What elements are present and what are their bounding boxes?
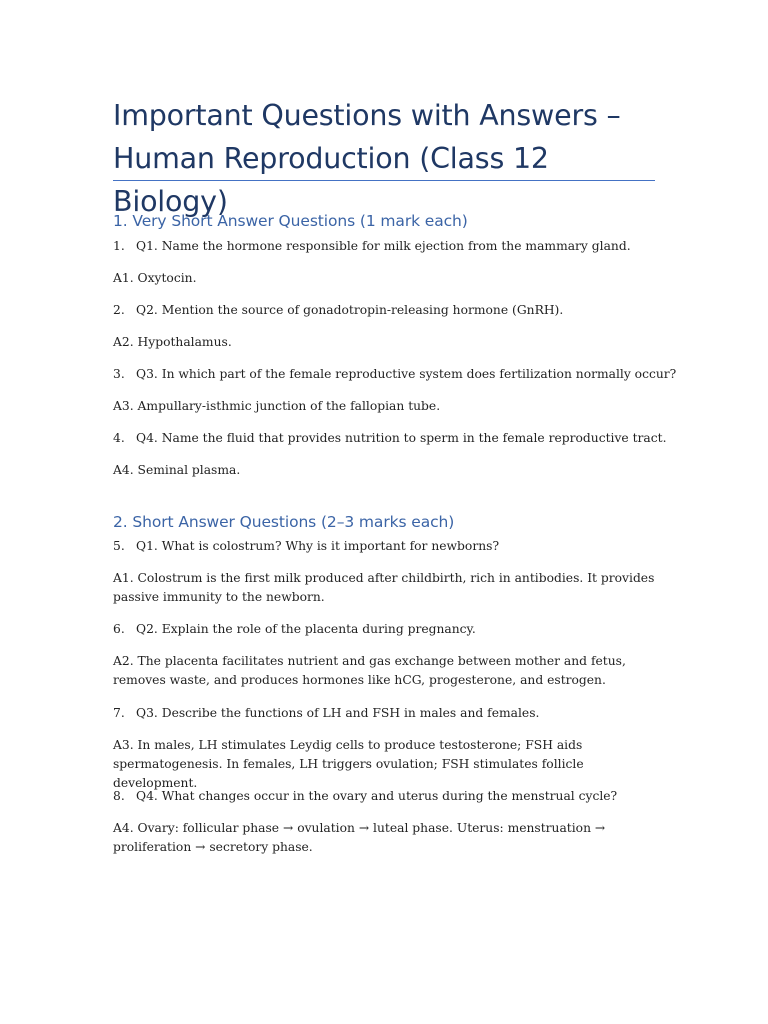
question-text: Q1. Name the hormone responsible for milk ejection from the mammary gland. (136, 239, 631, 253)
question-number: 5. (113, 539, 125, 553)
question-item (113, 537, 499, 556)
question-text: Q4. What changes occur in the ovary and uterus during the menstrual cycle? (136, 789, 618, 803)
title-underline (113, 180, 655, 181)
question-item (113, 237, 631, 256)
answer-text: A3. Ampullary-isthmic junction of the fallopian tube. (113, 399, 441, 413)
question-item (113, 365, 676, 384)
document-title: Important Questions with Answers – Human Reproduction (Class 12 Biology) (113, 99, 621, 218)
question-number: 6. (113, 622, 125, 636)
question-text: Q3. In which part of the female reproductive system does fertilization normally occur? (136, 367, 677, 381)
question-number: 8. (113, 789, 125, 803)
answer-text: A3. In males, LH stimulates Leydig cells to produce testosterone; FSH aids spermatogenesis. In females, LH triggers ovulation; FSH stimulates follicle development. (113, 738, 584, 790)
answer-text: A4. Seminal plasma. (113, 463, 241, 477)
question-item (113, 704, 539, 723)
question-item (113, 429, 666, 448)
question-text: Q3. Describe the functions of LH and FSH in males and females. (136, 706, 540, 720)
section-heading-very-short: 1. Very Short Answer Questions (1 mark each) (113, 212, 468, 230)
answer-text: A1. Colostrum is the first milk produced after childbirth, rich in antibodies. It provides passive immunity to the newborn. (113, 571, 655, 604)
question-text: Q2. Mention the source of gonadotropin-releasing hormone (GnRH). (136, 303, 564, 317)
question-item (113, 301, 563, 320)
question-number: 4. (113, 431, 125, 445)
section-heading-short: 2. Short Answer Questions (2–3 marks each) (113, 513, 455, 531)
question-number: 3. (113, 367, 125, 381)
question-number: 1. (113, 239, 125, 253)
question-item (113, 787, 617, 806)
answer-text: A4. Ovary: follicular phase → ovulation → luteal phase. Uterus: menstruation → proliferation → secretory phase. (113, 821, 606, 854)
question-text: Q2. Explain the role of the placenta during pregnancy. (136, 622, 476, 636)
answer-text: A2. Hypothalamus. (113, 335, 232, 349)
answer-text: A1. Oxytocin. (113, 271, 197, 285)
question-text: Q1. What is colostrum? Why is it important for newborns? (136, 539, 500, 553)
answer-text: A2. The placenta facilitates nutrient and gas exchange between mother and fetus, removes waste, and produces hormones like hCG, progesterone, and estrogen. (113, 654, 626, 687)
question-number: 7. (113, 706, 125, 720)
question-text: Q4. Name the fluid that provides nutrition to sperm in the female reproductive tract. (136, 431, 667, 445)
question-number: 2. (113, 303, 125, 317)
question-item (113, 620, 476, 639)
